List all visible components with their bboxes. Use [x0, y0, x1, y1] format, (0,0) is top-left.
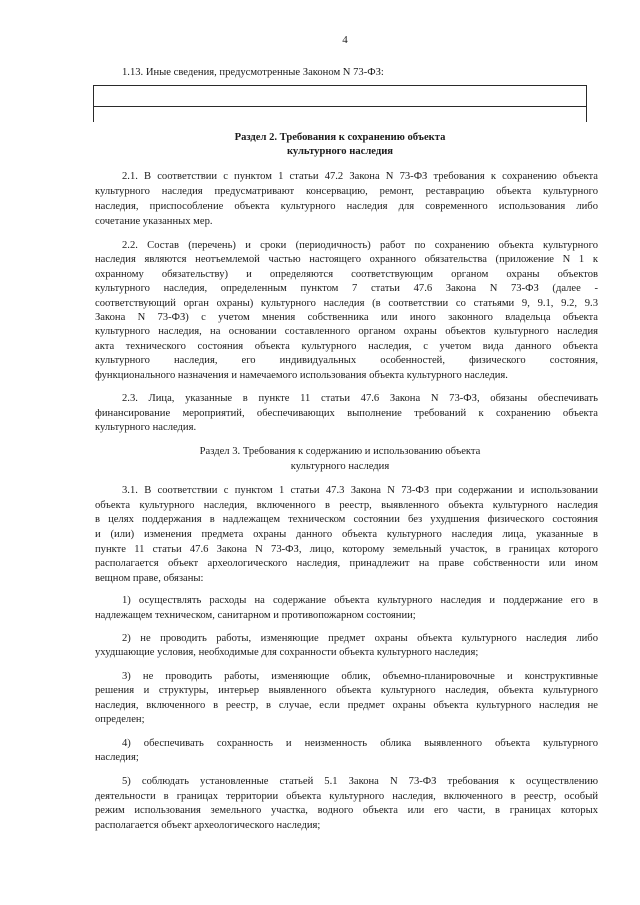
para-2-2-line: культурного наследия, определенным пунктом 7 статьи 47.6 Закона N 73-ФЗ (далее -: [95, 283, 598, 294]
item-2-line: 2) не проводить работы, изменяющие предмет охраны объекта культурного наследия либо: [122, 633, 598, 644]
para-2-1-line: 2.1. В соответствии с пунктом 1 статьи 47.2 Закона N 73-ФЗ требования к сохранению объекта: [122, 171, 598, 182]
item-1-line: надлежащем техническом, санитарном и противопожарном состоянии;: [95, 610, 416, 621]
para-2-3-line: культурного наследия.: [95, 422, 197, 433]
item-1-13-text: 1.13. Иные сведения, предусмотренные Законом N 73-ФЗ:: [122, 67, 384, 78]
item-5-line: 5) соблюдать установленные статьей 5.1 Закона N 73-ФЗ требования к осуществлению: [122, 776, 598, 787]
page-number: 4: [342, 34, 348, 46]
section-3-heading-line-2: культурного наследия: [290, 461, 390, 472]
item-3-line: 3) не проводить работы, изменяющие облик, объемно-планировочные и конструктивные: [122, 671, 598, 682]
section-3-heading-line-1: Раздел 3. Требования к содержанию и использованию объекта: [199, 446, 481, 457]
para-2-2-line: культурного наследия, на основании составленного органом охраны объектов культурного наследия: [95, 326, 598, 337]
para-3-1-line: в целях поддержания в надлежащем техническом состоянии без ухудшения физического состояния: [95, 514, 598, 525]
item-3-line: наследия, включенного в реестр, в случае, если предмет охраны объекта культурного наследия не: [95, 700, 598, 711]
para-2-2-line: культурного наследия, его индивидуальных особенностей, физического состояния,: [95, 355, 598, 366]
item-1-line: 1) осуществлять расходы на содержание объекта культурного наследия и поддержание его в: [122, 595, 598, 606]
para-3-1-line: объекта культурного наследия, включенного в реестр, выявленного объекта культурного наследия: [95, 500, 598, 511]
item-4-line: наследия;: [95, 752, 139, 763]
item-1-13-box: [93, 85, 587, 122]
para-2-3-line: 2.3. Лица, указанные в пункте 11 статьи 47.6 Закона N 73-ФЗ, обязаны обеспечивать: [122, 393, 598, 404]
item-5-line: располагается объект археологического наследия;: [95, 820, 321, 831]
para-3-1-line: и (или) изменения предмета охраны данного объекта культурного наследия лица, указанные в: [95, 529, 598, 540]
para-2-3-line: финансирование мероприятий, обеспечивающих выполнение требований к сохранению объекта: [95, 408, 598, 419]
para-2-2-line: охранному обязательству) и определяются соответствующим органом охраны объектов: [95, 269, 598, 280]
para-3-1-line: располагается объект археологического наследия, принадлежит на праве собственности или ином: [95, 558, 598, 569]
section-2-heading-line-1: Раздел 2. Требования к сохранению объекта: [234, 132, 446, 143]
para-2-1-line: культурного наследия предусматривают консервацию, ремонт, реставрацию объекта культурного: [95, 186, 598, 197]
para-2-1-line: сочетание указанных мер.: [95, 216, 213, 227]
item-4-line: 4) обеспечивать сохранность и неизменность облика выявленного объекта культурного: [122, 738, 598, 749]
para-2-2-line: Закона N 73-ФЗ) с учетом мнения собственника или иного законного владельца объекта: [95, 312, 598, 323]
item-5-line: деятельности в границах территории объекта культурного наследия, включенного в реестр, особый: [95, 791, 598, 802]
para-2-2-line: соответствующий орган охраны) культурного наследия (в соответствии со статьями 9, 9.1, 9.2, 9.3: [95, 298, 598, 309]
item-3-line: решения и структуры, интерьер выявленного объекта культурного наследия, объекта культурного: [95, 685, 598, 696]
para-3-1-line: пункте 11 статьи 47.6 Закона N 73-ФЗ, лицо, которому земельный участок, в границах которого: [95, 544, 598, 555]
para-3-1-line: вещном праве, обязаны:: [95, 573, 204, 584]
item-1-13-box-rule: [93, 106, 587, 107]
para-2-2-line: акта технического состояния объекта культурного наследия, с учетом вида данного объекта: [95, 341, 598, 352]
item-2-line: ухудшающие условия, необходимые для сохранности объекта культурного наследия;: [95, 647, 479, 658]
item-3-line: определен;: [95, 714, 145, 725]
item-5-line: режим использования земельного участка, водного объекта или его части, в границах которых: [95, 805, 598, 816]
para-2-2-line: функционального назначения и намечаемого использования объекта культурного наследия.: [95, 370, 508, 381]
para-2-1-line: наследия, приспособление объекта культурного наследия для современного использования либо: [95, 201, 598, 212]
section-2-heading-line-2: культурного наследия: [286, 146, 394, 157]
para-2-2-line: наследия являются неотъемлемой частью настоящего охранного обязательства (приложение N 1 к: [95, 254, 598, 265]
para-2-2-line: 2.2. Состав (перечень) и сроки (периодичность) работ по сохранению объекта культурного: [122, 240, 598, 251]
para-3-1-line: 3.1. В соответствии с пунктом 1 статьи 47.3 Закона N 73-ФЗ при содержании и использовании: [122, 485, 598, 496]
